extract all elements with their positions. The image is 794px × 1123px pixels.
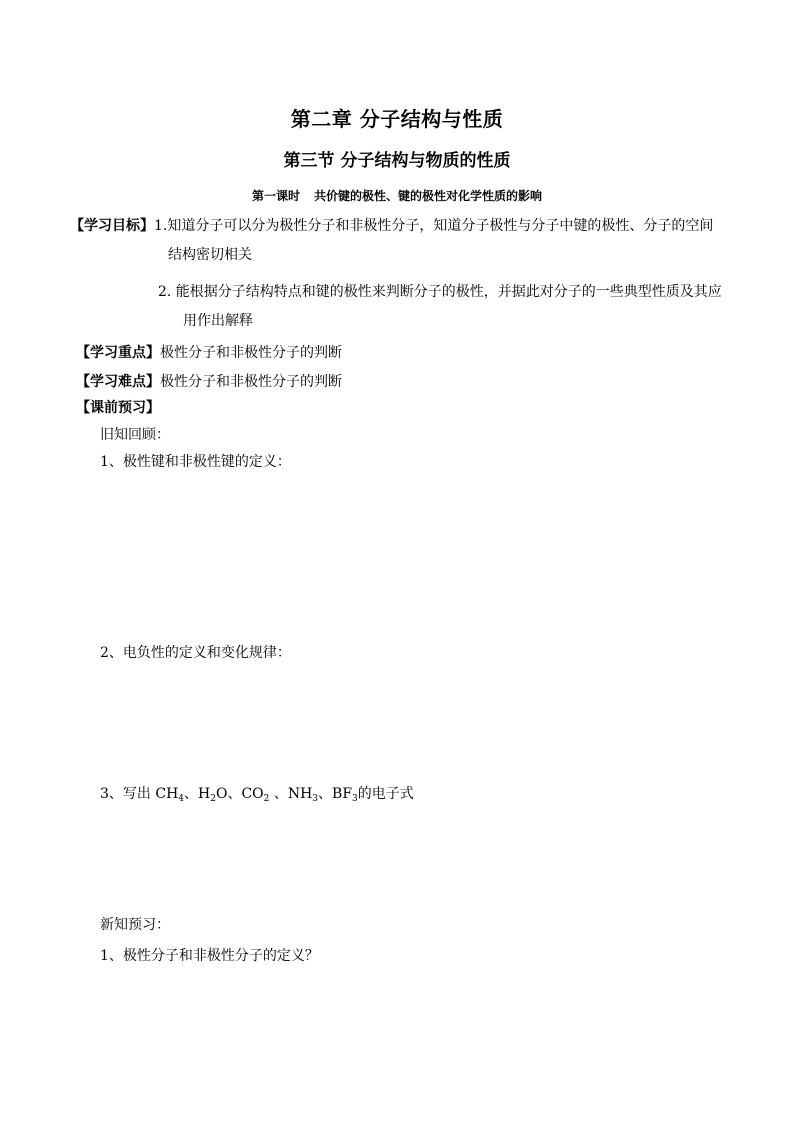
lesson-title-line — [0, 187, 794, 204]
q3-subscript-1: 4 — [178, 794, 185, 804]
review-heading: 旧知回顾： — [100, 427, 170, 443]
difficulties-line — [76, 372, 342, 392]
review-question-2: 2、电负性的定义和变化规律： — [100, 645, 291, 661]
key-points-label: 【学习重点】 — [76, 345, 160, 361]
objectives-label: 【学习目标】 — [70, 218, 154, 234]
q3-subscript-4: 3 — [312, 794, 319, 804]
q3-text-mid-1: 、H — [184, 786, 211, 802]
lesson-label: 第一课时 — [251, 189, 300, 203]
q3-text-mid-3: 、NH — [269, 786, 313, 802]
objectives-line-1 — [70, 216, 713, 236]
difficulties-text: 极性分子和非极性分子的判断 — [160, 374, 342, 390]
key-points-line — [76, 343, 342, 363]
q3-text-suffix: 的电子式 — [357, 786, 414, 802]
q3-text-mid-4: 、BF — [318, 786, 353, 802]
review-question-1: 1、极性键和非极性键的定义： — [100, 454, 291, 470]
q3-text-prefix: 3、写出 CH — [100, 786, 179, 802]
objective-2-continuation: 用作出解释 — [183, 313, 253, 329]
review-question-3 — [100, 784, 414, 804]
section-title: 第三节 分子结构与物质的性质 — [283, 151, 511, 171]
objective-1-continuation: 结构密切相关 — [168, 247, 252, 263]
new-knowledge-heading: 新知预习： — [100, 917, 170, 933]
q3-text-mid-2: O、CO — [215, 786, 264, 802]
chapter-title: 第二章 分子结构与性质 — [290, 107, 504, 131]
lesson-title: 共价键的极性、键的极性对化学性质的影响 — [314, 189, 543, 203]
q3-subscript-2: 2 — [210, 794, 216, 804]
objective-1-text: 1.知道分子可以分为极性分子和非极性分子，知道分子极性与分子中键的极性、分子的空间 — [154, 218, 714, 234]
new-knowledge-question-1: 1、极性分子和非极性分子的定义？ — [100, 948, 319, 964]
q3-subscript-5: 3 — [352, 794, 358, 804]
objective-2-text: 2. 能根据分子结构特点和键的极性来判断分子的极性，并据此对分子的一些典型性质及其应 — [158, 284, 722, 300]
difficulties-label: 【学习难点】 — [76, 374, 160, 390]
q3-subscript-3: 2 — [263, 794, 270, 804]
preview-label: 【课前预习】 — [76, 400, 160, 416]
key-points-text: 极性分子和非极性分子的判断 — [160, 345, 342, 361]
